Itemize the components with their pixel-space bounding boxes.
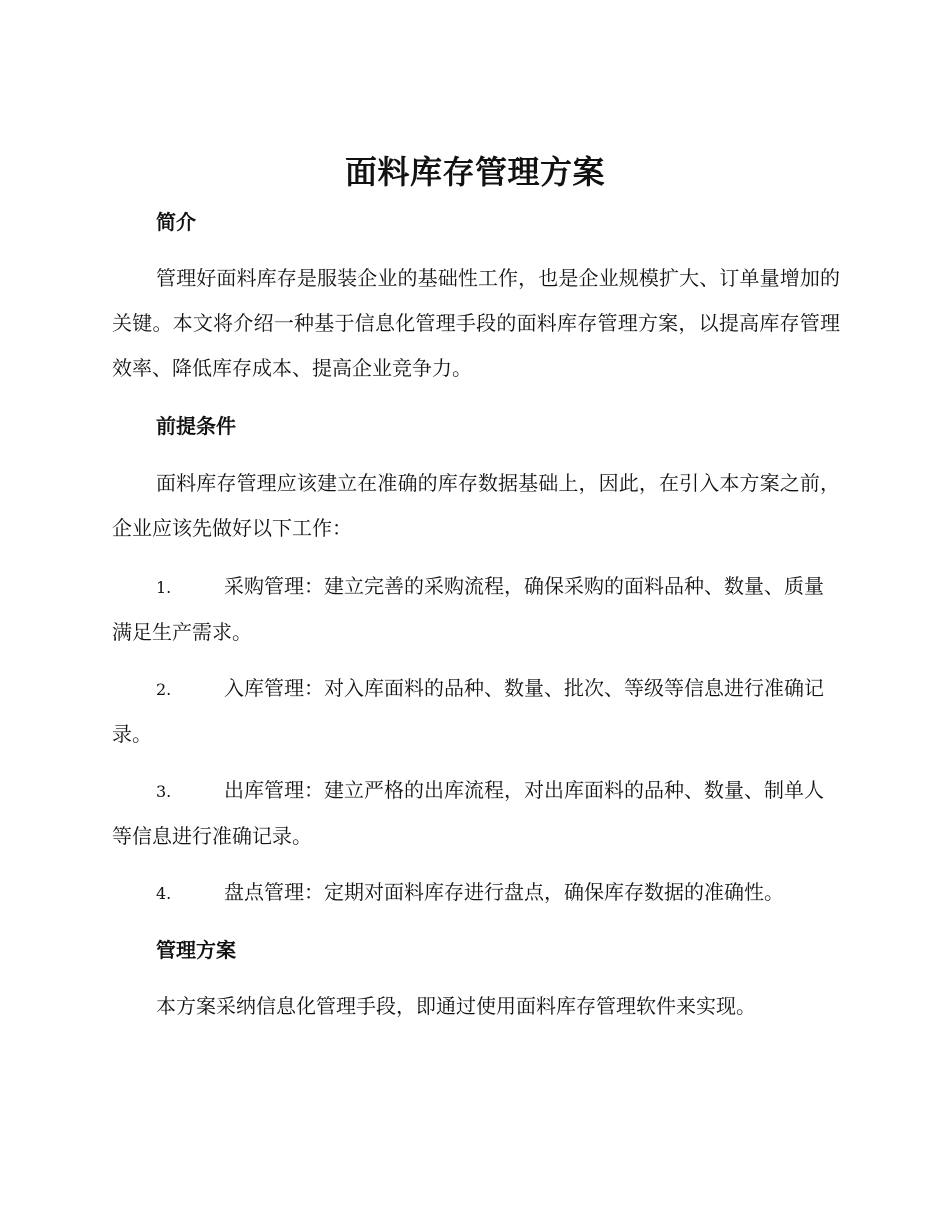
list-item-number: 1. xyxy=(156,578,172,597)
section-heading-prerequisites: 前提条件 xyxy=(156,414,236,438)
list-item-text: 入库管理：对入库面料的品种、数量、批次、等级等信息进行准确记录。 xyxy=(112,676,824,746)
prerequisites-paragraph: 面料库存管理应该建立在准确的库存数据基础上，因此，在引入本方案之前，企业应该先做好以下工作： xyxy=(112,471,840,540)
list-item-number: 2. xyxy=(156,680,172,699)
list-item xyxy=(112,768,840,859)
section-heading-plan: 管理方案 xyxy=(156,938,236,962)
list-item-text: 采购管理：建立完善的采购流程，确保采购的面料品种、数量、质量满足生产需求。 xyxy=(112,574,824,644)
plan-paragraph: 本方案采纳信息化管理手段，即通过使用面料库存管理软件来实现。 xyxy=(156,994,756,1018)
list-item-text: 盘点管理：定期对面料库存进行盘点，确保库存数据的准确性。 xyxy=(224,880,784,904)
list-item xyxy=(112,564,840,655)
list-item-number: 3. xyxy=(156,782,172,801)
list-item-number: 4. xyxy=(156,884,172,903)
list-item xyxy=(112,870,840,916)
document-title: 面料库存管理方案 xyxy=(344,153,605,191)
intro-paragraph: 管理好面料库存是服装企业的基础性工作，也是企业规模扩大、订单量增加的关键。本文将介绍一种基于信息化管理手段的面料库存管理方案，以提高库存管理效率、降低库存成本、提高企业竞争力。 xyxy=(112,266,840,380)
list-item xyxy=(112,666,840,757)
section-heading-intro: 简介 xyxy=(156,210,196,234)
list-item-text: 出库管理：建立严格的出库流程，对出库面料的品种、数量、制单人等信息进行准确记录。 xyxy=(112,778,824,848)
